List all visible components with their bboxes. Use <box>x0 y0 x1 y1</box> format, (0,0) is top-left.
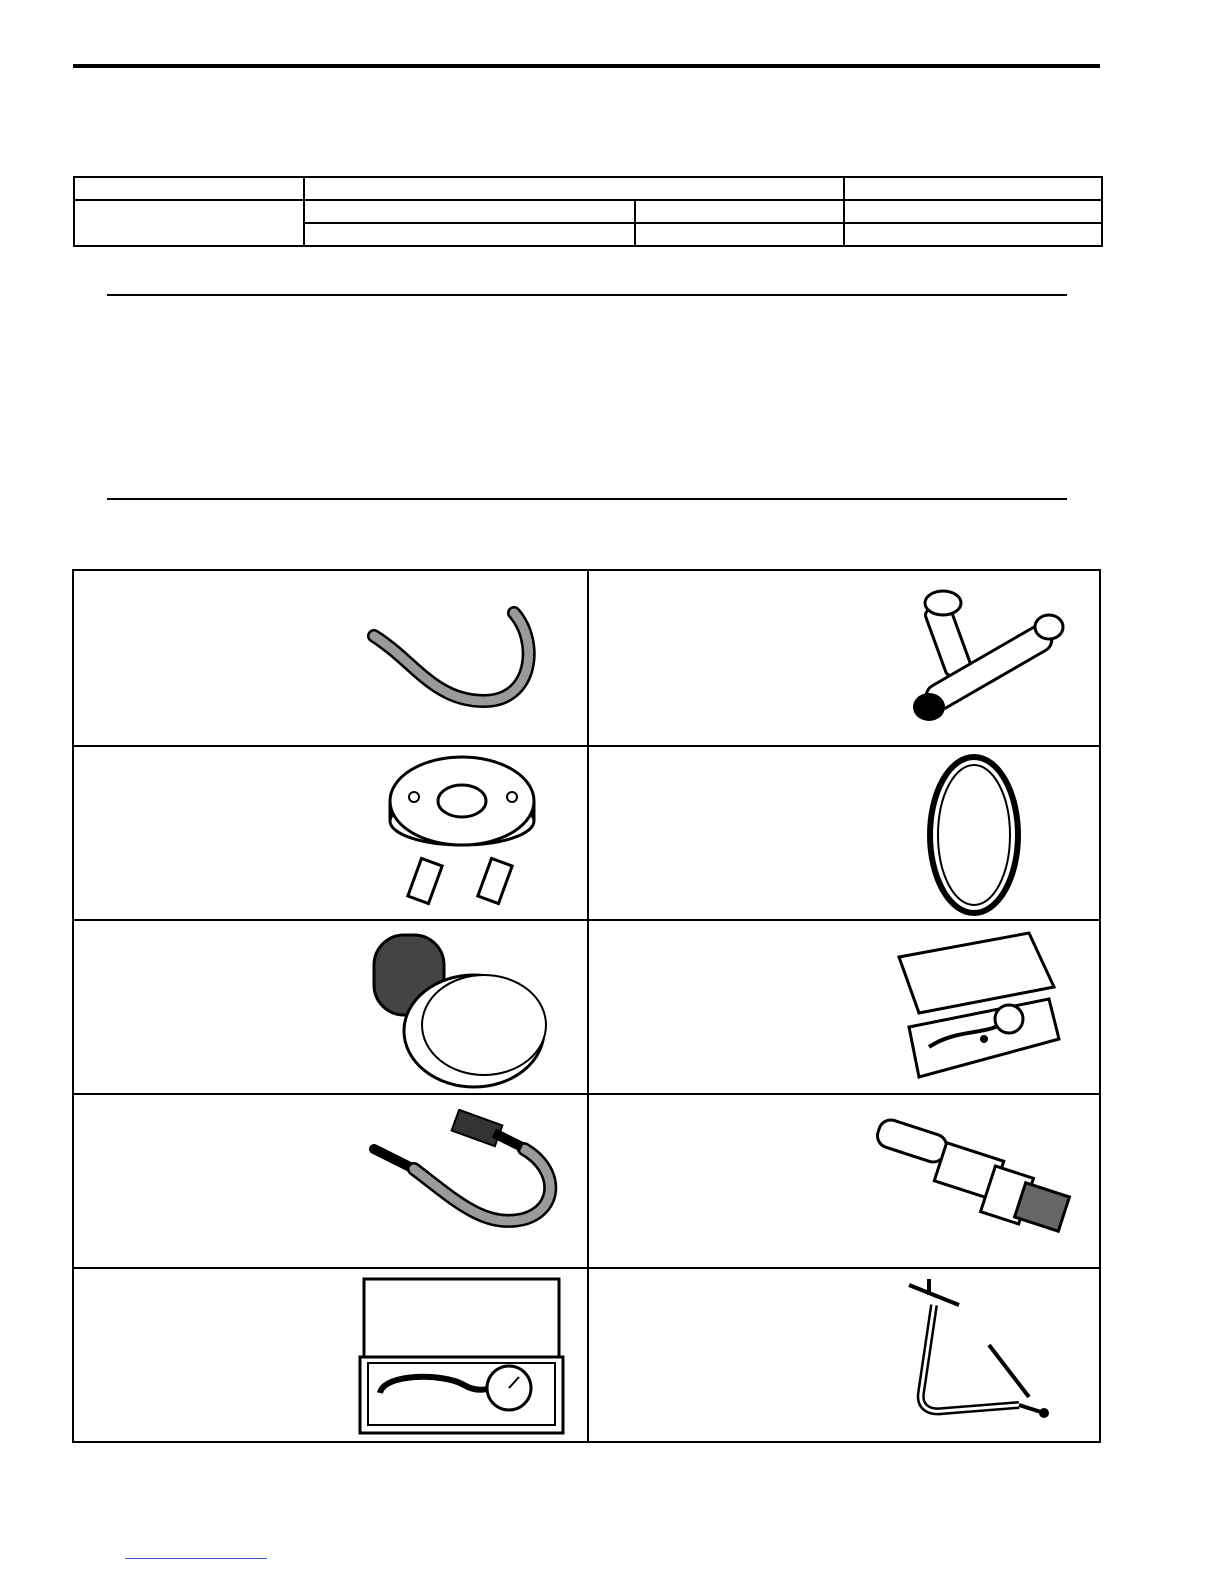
pressure-gauge-case-icon <box>889 927 1064 1087</box>
header-rule <box>73 64 1100 68</box>
table-cell <box>844 223 1102 246</box>
hose-adapter-icon <box>344 1109 579 1259</box>
hose-icon <box>354 601 564 711</box>
tool-cell <box>589 921 1101 1093</box>
note-top-rule <box>107 294 1067 296</box>
note-bottom-rule <box>107 498 1067 500</box>
tool-cell <box>74 1269 587 1441</box>
table-row <box>74 177 1102 200</box>
table-cell <box>74 177 304 200</box>
table-cell <box>844 200 1102 223</box>
pulley-with-bolts-icon <box>374 751 554 917</box>
special-tools-grid <box>72 569 1101 1443</box>
tool-cell <box>589 571 1101 745</box>
valve-spring-compressor-icon <box>889 1275 1069 1435</box>
table-row <box>74 200 1102 223</box>
table-cell <box>304 177 844 200</box>
t-wrench-icon <box>899 585 1079 735</box>
table-cell <box>635 223 844 246</box>
table-cell <box>304 200 635 223</box>
table-cell <box>304 223 635 246</box>
table-cell <box>844 177 1102 200</box>
table-cell <box>74 200 304 246</box>
note-text <box>107 310 1067 480</box>
tool-cell <box>74 571 587 745</box>
specification-table <box>73 176 1103 247</box>
fuel-pressure-gauge-case-icon <box>354 1273 569 1439</box>
tool-cell <box>589 747 1101 919</box>
tool-cell <box>74 921 587 1093</box>
tool-cell <box>74 1095 587 1267</box>
tool-cell <box>589 1095 1101 1267</box>
drift-installer-icon <box>354 925 554 1091</box>
spark-plug-adapter-icon <box>869 1107 1079 1247</box>
table-cell <box>635 200 844 223</box>
gasket-ring-icon <box>919 751 1029 919</box>
tool-cell <box>589 1269 1101 1441</box>
tool-cell <box>74 747 587 919</box>
footer-link[interactable] <box>125 1558 267 1559</box>
